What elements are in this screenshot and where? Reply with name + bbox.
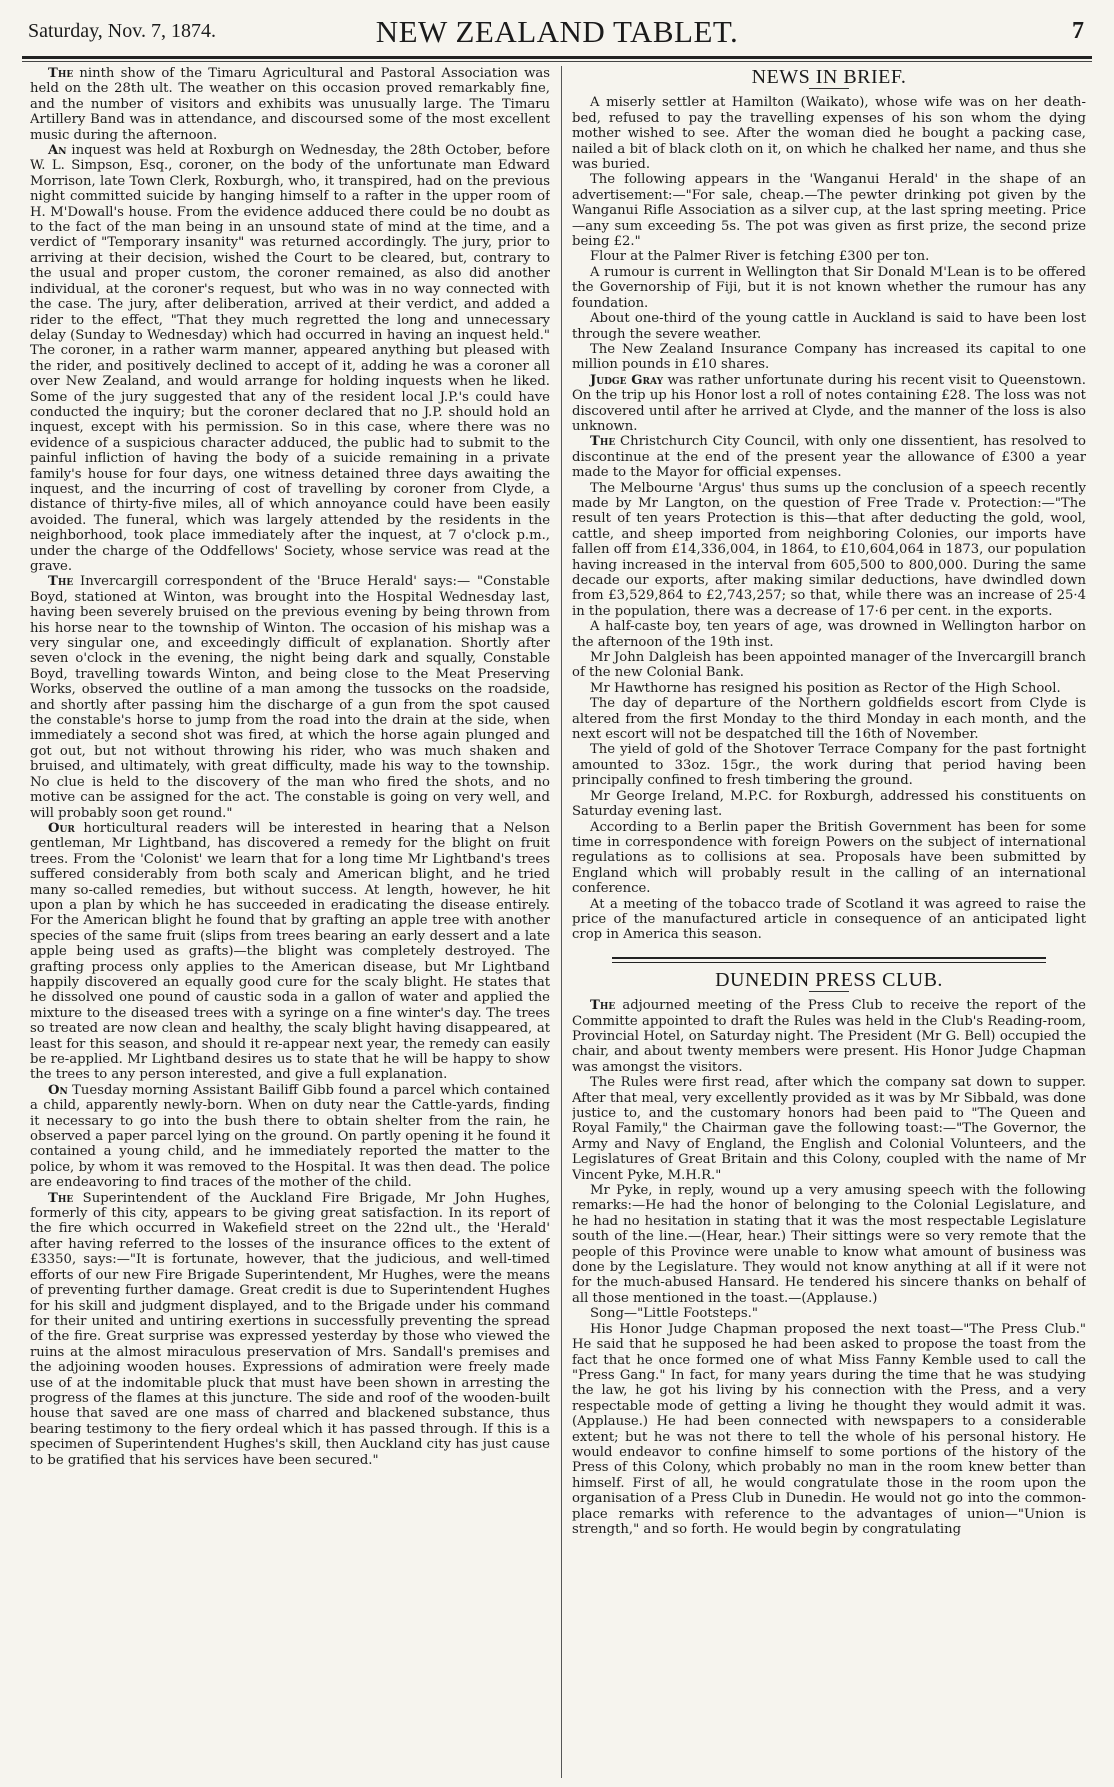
paragraph-text: Flour at the Palmer River is fetching £300 per ton. — [590, 249, 930, 265]
article-paragraph — [572, 1306, 1086, 1321]
paragraph-lead-word: The — [48, 574, 74, 590]
article-paragraph — [572, 249, 1086, 264]
article-paragraph — [572, 742, 1086, 788]
paragraph-lead-word: The — [590, 998, 616, 1014]
paragraph-text: His Honor Judge Chapman proposed the next toast—"The Press Club." He said that he supposed he had been asked to propose the toast from the fact that he once formed one of what Miss Fanny Kemble used to call the "Press Gang." In fact, for many years during the time that he was studying the law, he got his living by his connection with the Press, and a very respectable mode of getting a living he thought they would admit it was. (Applause.) He had been connected with newspapers to a considerable extent; but he was not there to tell the whole of his personal history. He would endeavor to confine himself to some portions of the history of the Press of this Colony, which probably no man in the room knew better than himself. First of all, he would congratulate those in the room upon the organisation of a Press Club in Dunedin. He would not go into the common-place remarks with reference to the advantages of union—"Union is strength," and so forth. He would begin by congratulating — [572, 1321, 1086, 1537]
left-column — [30, 66, 550, 1776]
paragraph-text: Song—"Little Footsteps." — [590, 1306, 758, 1322]
article-paragraph — [572, 373, 1086, 435]
paragraph-text: Mr John Dalgleish has been appointed manager of the Invercargill branch of the new Colonial Bank. — [572, 650, 1086, 681]
paragraph-text: The following appears in the 'Wanganui Herald' in the shape of an advertisement:—"For sale, cheap.—The pewter drinking pot given by the Wanganui Rifle Association as a silver cup, at the last spring meeting. Price—any sum exceeding 5s. The pot was given as first prize, the second prize being £2." — [572, 172, 1086, 250]
article-paragraph — [572, 342, 1086, 373]
article-paragraph — [572, 95, 1086, 172]
paragraph-text: horticultural readers will be interested in hearing that a Nelson gentleman, Mr Lightband, has discovered a remedy for the blight on fruit trees. From the 'Colonist' we learn that for a long time Mr Lightband's trees suffered considerably from both scaly and American blight, and he tried many so-called remedies, but without success. At length, however, he hit upon a plan by which he has succeeded in eradicating the disease entirely. For the American blight he found that by grafting an apple tree with another species of the same fruit (slips from trees bearing an early dessert and a late apple being used as grafts)—the blight was completely destroyed. The grafting process only applies to the American disease, but Mr Lightband happily discovered an equally good cure for the scaly blight. He states that he dissolved one pound of caustic soda in a gallon of water and applied the mixture to the diseased trees with a syringe on a fine winter's day. The trees so treated are now clean and healthy, the scaly blight having disappeared, at least for this season, and should it re-appear next year, the remedy can easily be re-applied. Mr Lightband desires us to state that he will be happy to show the trees to any person interested, and give a full explanation. — [30, 820, 550, 1083]
article-paragraph — [30, 1191, 550, 1468]
paragraph-text: The Rules were first read, after which the company sat down to supper. After that meal, very excellently provided as it was by Mr Sibbald, was done justice to, and the customary honors had been paid to "The Queen and Royal Family," the Chairman gave the following toast:—"The Governor, the Army and Navy of England, the English and Colonial Volunteers, and the Legislatures of Great Britain and this Colony, coupled with the name of Mr Vincent Pyke, M.H.R." — [572, 1075, 1086, 1183]
paragraph-text: According to a Berlin paper the British Government has been for some time in correspondence with foreign Powers on the subject of international regulations as to collisions at sea. Proposals have been submitted by England which will probably result in the calling of an international conference. — [572, 819, 1086, 897]
issue-date: Saturday, Nov. 7, 1874. — [28, 20, 216, 42]
article-paragraph — [572, 265, 1086, 311]
paragraph-text: The day of departure of the Northern goldfields escort from Clyde is altered from the first Monday to the third Monday in each month, and the next escort will not be despatched till the 16th of November. — [572, 696, 1086, 743]
article-paragraph — [572, 311, 1086, 342]
paragraph-text: Invercargill correspondent of the 'Bruce Herald' says:— "Constable Boyd, stationed at Winton, was brought into the Hospital Wednesday last, having been severely bruised on the previous evening by being thrown from his horse near to the township of Winton. The occasion of his mishap was a very singular one, and exceedingly difficult of explanation. Shortly after seven o'clock in the evening, the night being dark and squally, Constable Boyd, travelling towards Winton, and being close to the Meat Preserving Works, observed the outline of a man among the tussocks on the roadside, and shortly after passing him the discharge of a gun from the spot caused the constable's horse to jump from the road into the drain at the side, when immediately a second shot was fired, at which the horse again plunged and got out, but not without throwing his rider, who was much shaken and bruised, and ultimately, with great difficulty, made his way to the township. No clue is held to the discovery of the man who fired the shots, and no motive can be assigned for the act. The constable is going on very well, and will probably soon get round." — [30, 574, 550, 821]
paragraph-lead-word: An — [48, 143, 67, 159]
paragraph-text: Mr George Ireland, M.P.C. for Roxburgh, addressed his constituents on Saturday evening last. — [572, 788, 1086, 820]
heading-rule — [809, 88, 849, 89]
paragraph-lead-word: Judge Gray — [590, 372, 663, 388]
paragraph-text: At a meeting of the tobacco trade of Scotland it was agreed to raise the price of the manufactured article in consequence of an anticipated light crop in America this season. — [572, 896, 1086, 943]
news-in-brief-body — [572, 95, 1086, 942]
article-paragraph — [30, 143, 550, 574]
article-paragraph — [572, 1322, 1086, 1538]
article-paragraph — [572, 696, 1086, 742]
paragraph-lead-word: On — [48, 1082, 68, 1098]
article-paragraph — [30, 821, 550, 1083]
paragraph-text: ninth show of the Timaru Agricultural and Pastoral Association was held on the 28th ult. The weather on this occasion proved remarkably fine, and the number of visitors and exhibits was unusually large. The Timaru Artillery Band was in attendance, and discoursed some of the most excellent music during the afternoon. — [30, 66, 550, 143]
paragraph-lead-word: The — [48, 1190, 74, 1206]
paragraph-text: inquest was held at Roxburgh on Wednesday, the 28th October, before W. L. Simpson, Esq., coroner, on the body of the unfortunate man Edward Morrison, late Town Clerk, Roxburgh, who, it transpired, had on the previous night committed suicide by hanging himself to a rafter in the upper room of H. M'Dowall's house. From the evidence adduced there could be no doubt as to the fact of the man being in an unsound state of mind at the time, and a verdict of "Temporary insanity" was returned accordingly. The jury, prior to arriving at their decision, wished the Court to be cleared, but, contrary to the usual and proper custom, the coroner remained, as also did another individual, at the coroner's request, but who was in no way connected with the case. The jury, after deliberation, arrived at their verdict, and added a rider to the effect, "That they much regretted the long and unnecessary delay (Sunday to Wednesday) which had occurred in having an inquest held." The coroner, in a rather warm manner, appeared anything but pleased with the rider, and positively declined to accept of it, adding he was a coroner all over New Zealand, and would arrange for holding inquests when he liked. Some of the jury suggested that any of the resident local J.P.'s could have conducted the inquiry; but the coroner declared that no J.P. should hold an inquest, except with his permission. So in this case, where there was no evidence of a suspicious character adduced, the public had to submit to the painful infliction of having the body of a suicide remaining in a private family's house for four days, one witness detained three days awaiting the inquest, and the incurring of cost of travelling by coroner from Clyde, a distance of thirty-five miles, all of which annoyance could have been easily avoided. The funeral, which was largely attended by the residents in the neighborhood, took place immediately after the inquest, at 7 o'clock p.m., under the charge of the Oddfellows' Society, whose service was read at the grave. — [30, 143, 550, 574]
paragraph-text: The Melbourne 'Argus' thus sums up the conclusion of a speech recently made by Mr Langton, on the question of Free Trade v. Protection:—"The result of ten years Protection is this—that after deducting the gold, wool, cattle, and sheep imported from neighboring Colonies, our imports have fallen off from £14,336,004, in 1864, to £10,604,064 in 1873, our population having increased in the interval from 605,500 to 800,000. During the same decade our exports, after making similar deductions, have dwindled down from £3,529,864 to £2,743,257; so that, while there was an increase of 25·4 in the population, there was a decrease of 17·6 per cent. in the exports. — [572, 480, 1086, 619]
article-paragraph — [572, 1075, 1086, 1183]
paragraph-text: The yield of gold of the Shotover Terrace Company for the past fortnight amounted to 33oz. 15gr., the work during that period having been principally confined to fresh timbering the ground. — [572, 742, 1086, 789]
paragraph-text: was rather unfortunate during his recent visit to Queenstown. On the trip up his Honor lost a roll of notes containing £28. The loss was not discovered until after he arrived at Clyde, and the manner of the loss is also unknown. — [572, 372, 1086, 434]
heading-rule — [809, 991, 849, 992]
masthead-rule — [22, 56, 1092, 59]
article-paragraph — [572, 619, 1086, 650]
article-paragraph — [30, 574, 550, 821]
article-paragraph — [572, 820, 1086, 897]
article-paragraph — [30, 1083, 550, 1191]
article-paragraph — [572, 998, 1086, 1075]
article-paragraph — [30, 66, 550, 143]
section-divider — [612, 957, 1046, 963]
paragraph-text: Mr Pyke, in reply, wound up a very amusing speech with the following remarks:—He had the honor of belonging to the Colonial Legislature, and he had no hesitation in stating that it was the most respectable Legislature south of the line.—(Hear, hear.) Their sittings were so very remote that the people of this Province were unable to know what amount of business was done by the Legislature. They would not know anything at all if it were not for the much-abused Hansard. He tendered his sincere thanks on behalf of all those mentioned in the toast.—(Applause.) — [572, 1183, 1086, 1306]
masthead — [22, 6, 1092, 52]
paragraph-text: About one-third of the young cattle in Auckland is said to have been lost through the severe weather. — [572, 311, 1086, 342]
article-paragraph — [572, 650, 1086, 681]
paragraph-text: adjourned meeting of the Press Club to receive the report of the Committe appointed to draft the Rules was held in the Club's Reading-room, Provincial Hotel, on Saturday night. The President (Mr G. Bell) occupied the chair, and about twenty members were present. His Honor Judge Chapman was amongst the visitors. — [572, 998, 1086, 1075]
paragraph-lead-word: The — [48, 66, 74, 81]
newspaper-title: NEW ZEALAND TABLET. — [375, 14, 739, 49]
article-paragraph — [572, 681, 1086, 696]
paragraph-text: Superintendent of the Auckland Fire Brigade, Mr John Hughes, formerly of this city, appears to be giving great satisfaction. In its report of the fire which occurred in Wakefield street on the 22nd ult., the 'Herald' after having referred to the losses of the insurance offices to the extent of £3350, says:—"It is fortunate, however, that the judicious, and well-timed efforts of our new Fire Brigade Superintendent, Mr Hughes, were the means of preventing further damage. Great credit is due to Superintendent Hughes for his skill and judgment displayed, and to the Brigade under his command for their united and untiring exertions in successfully preventing the spread of the fire. Great surprise was expressed yesterday by those who viewed the ruins at the almost miraculous preservation of Mrs. Sandall's premises and the adjoining wooden houses. Expressions of admiration were freely made use of at the indomitable pluck that must have been shown in arresting the progress of the flames at this juncture. The side and roof of the wooden-built house that saved are one mass of charred and blackened substance, thus bearing testimony to the fiery ordeal which it has passed through. If this is a specimen of Superintendent Hughes's skill, then Auckland city has just cause to be gratified that his services have been secured." — [30, 1190, 550, 1468]
news-in-brief-heading: NEWS IN BRIEF. — [751, 66, 907, 88]
paragraph-text: The New Zealand Insurance Company has increased its capital to one million pounds in £10 shares. — [572, 341, 1086, 373]
article-paragraph — [572, 434, 1086, 480]
paragraph-text: Mr Hawthorne has resigned his position as Rector of the High School. — [590, 680, 1061, 696]
paragraph-text: Christchurch City Council, with only one dissentient, has resolved to discontinue at the end of the present year the allowance of £300 a year made to the Mayor for official expenses. — [572, 434, 1086, 481]
masthead-rule-thin — [22, 61, 1092, 62]
paragraph-text: A rumour is current in Wellington that Sir Donald M'Lean is to be offered the Governorship of Fiji, but it is not known whether the rumour has any foundation. — [572, 264, 1086, 311]
page-number: 7 — [1072, 18, 1084, 44]
article-paragraph — [572, 897, 1086, 943]
paragraph-text: A half-caste boy, ten years of age, was drowned in Wellington harbor on the afternoon of the 19th inst. — [572, 619, 1086, 650]
right-column — [572, 66, 1086, 1776]
paragraph-lead-word: Our — [48, 820, 75, 836]
paragraph-lead-word: The — [590, 434, 616, 450]
article-paragraph — [572, 789, 1086, 820]
paragraph-text: A miserly settler at Hamilton (Waikato), whose wife was on her death-bed, refused to pay the travelling expenses of his son whom the dying mother wished to see. After the woman died he bought a packing case, nailed a bit of black cloth on it, on which he chalked her name, and thus she was buried. — [572, 95, 1086, 173]
article-paragraph — [572, 481, 1086, 620]
article-paragraph — [572, 172, 1086, 249]
paragraph-text: Tuesday morning Assistant Bailiff Gibb found a parcel which contained a child, apparently newly-born. When on duty near the Cattle-yards, finding it necessary to go into the bush there to obtain shelter from the rain, he observed a paper parcel lying on the ground. On partly opening it he found it contained a young child, and he immediately reported the matter to the police, by whom it was removed to the Hospital. It was then dead. The police are endeavoring to find traces of the mother of the child. — [30, 1082, 550, 1191]
column-divider — [561, 66, 562, 1778]
press-club-heading: DUNEDIN PRESS CLUB. — [715, 968, 943, 991]
press-club-body — [572, 998, 1086, 1537]
article-paragraph — [572, 1183, 1086, 1306]
